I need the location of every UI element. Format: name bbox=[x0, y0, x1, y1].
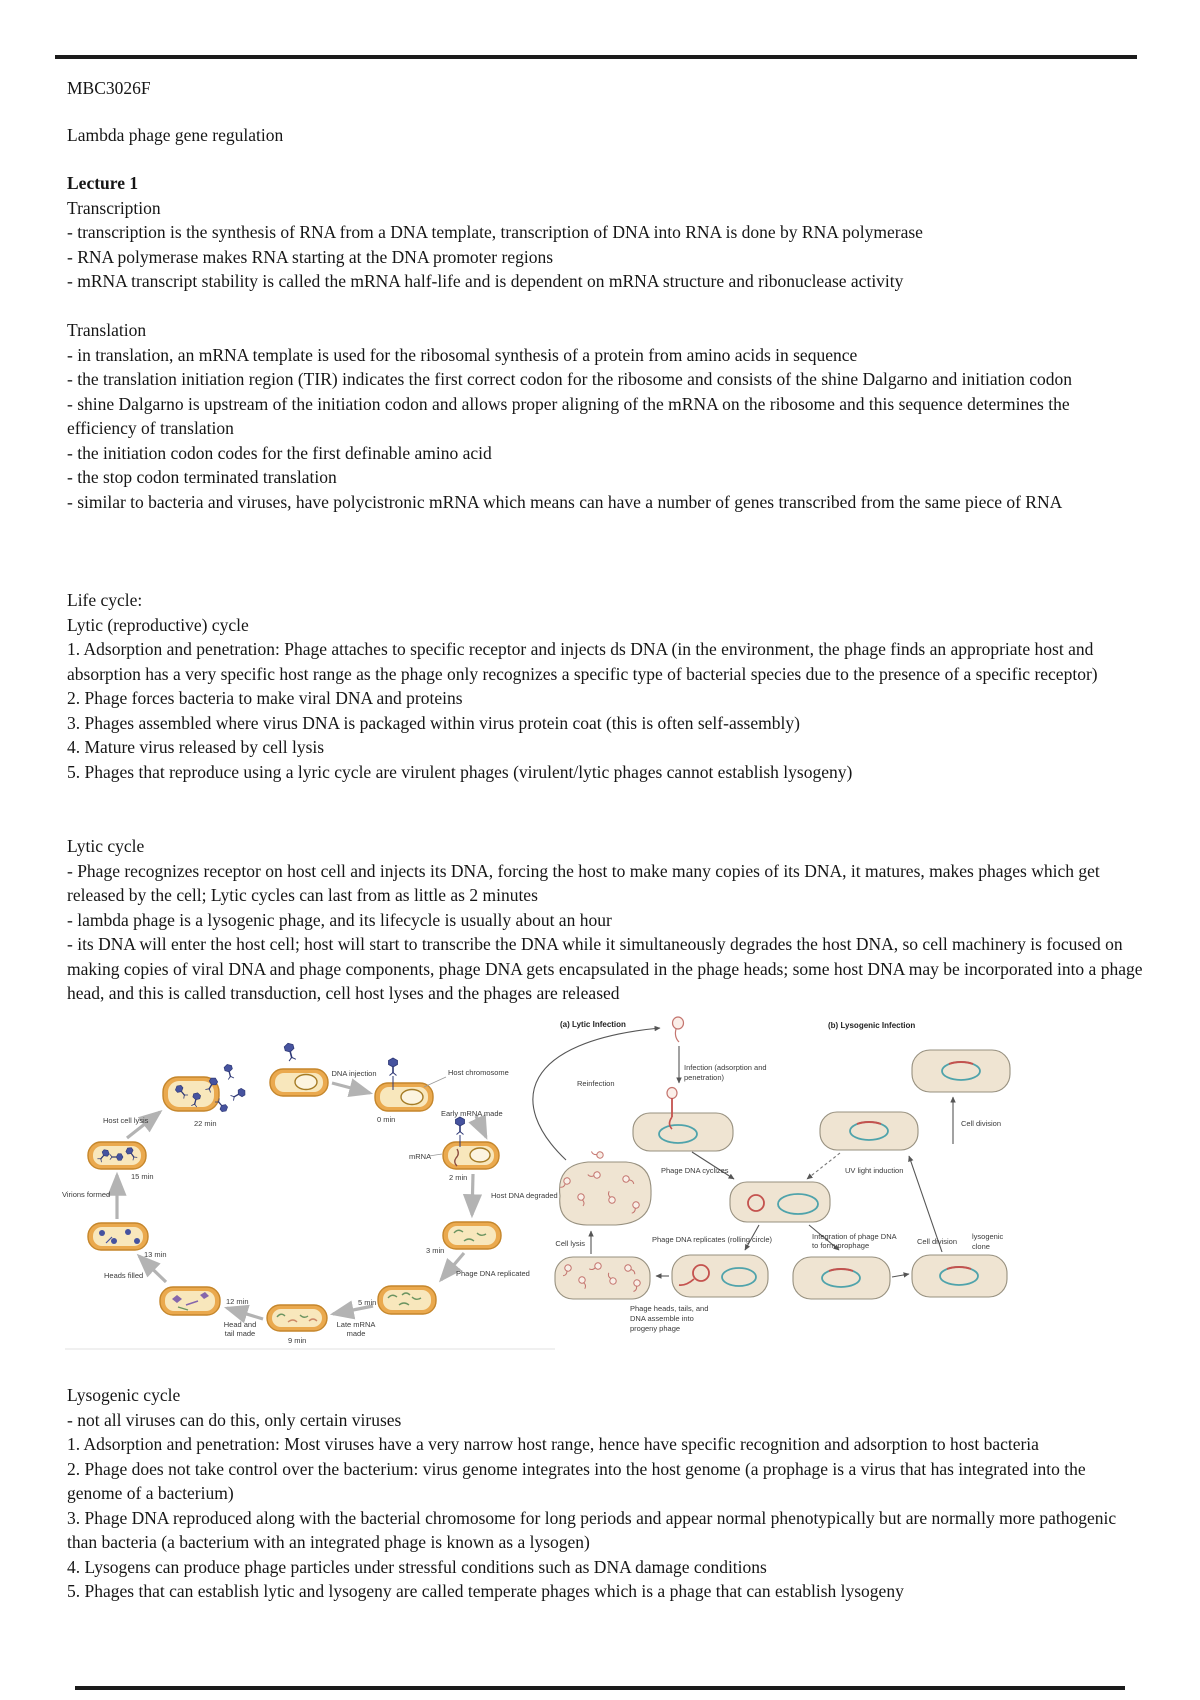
lysogenic-cycle-item: 1. Adsorption and penetration: Most viruses have a very narrow host range, hence have specific recognition and adsorption to host bacteria bbox=[67, 1434, 1039, 1454]
section-life-cycle bbox=[67, 588, 1143, 784]
label-heads-filled: Heads filled bbox=[104, 1271, 144, 1280]
lysogen-cell-top bbox=[912, 1050, 1010, 1092]
label-12min: 12 min bbox=[226, 1297, 249, 1306]
label-head-tail: tail made bbox=[224, 1329, 256, 1338]
arrow-to-lysogenic-clone bbox=[892, 1274, 909, 1277]
label-late-mrna: made bbox=[346, 1329, 366, 1338]
host-cell-rolling-circle bbox=[672, 1255, 768, 1297]
label-infection: penetration) bbox=[684, 1073, 725, 1082]
life-cycle-item: 3. Phages assembled where virus DNA is packaged within virus protein coat (this is often self-assembly) bbox=[67, 712, 800, 733]
phage-life-cycle-diagram bbox=[60, 953, 1045, 1353]
label-phage-dna-cyclizes: Phage DNA cyclizes bbox=[661, 1166, 729, 1175]
label-13min: 13 min bbox=[144, 1250, 167, 1259]
label-0min: 0 min bbox=[377, 1115, 396, 1124]
translation-bullet: - the initiation codon codes for the first definable amino acid bbox=[67, 442, 492, 463]
bacterial-cell-5min bbox=[378, 1286, 436, 1314]
section-transcription bbox=[67, 171, 1143, 294]
bacterial-cell-2min bbox=[443, 1117, 499, 1169]
label-infection: Infection (adsorption and bbox=[684, 1063, 767, 1072]
host-cell-infected bbox=[633, 1088, 733, 1152]
lysogenic-cycle-item: 2. Phage does not take control over the bacterium: virus genome integrates into the host genome (a prophage is a virus that has integrated into the genome of a bacterium) bbox=[67, 1458, 1086, 1503]
label-assembly: progeny phage bbox=[630, 1324, 681, 1333]
bacterial-cell-22min-lysis bbox=[163, 1063, 247, 1113]
label-5min: 5 min bbox=[358, 1298, 377, 1307]
life-cycle-item: 2. Phage forces bacteria to make viral DNA and proteins bbox=[67, 688, 463, 708]
translation-bullet: - in translation, an mRNA template is used for the ribosomal synthesis of a protein from amino acids in sequence bbox=[67, 344, 858, 365]
bacterial-cell-start bbox=[270, 1042, 328, 1096]
label-cell-division-bottom: Cell division bbox=[917, 1237, 958, 1246]
label-mrna: mRNA bbox=[409, 1152, 432, 1161]
label-reinfection: Reinfection bbox=[577, 1079, 615, 1088]
host-cell-prophage bbox=[793, 1257, 890, 1299]
translation-bullet: - similar to bacteria and viruses, have polycistronic mRNA which means can have a number of genes transcribed from the same piece of RNA bbox=[67, 491, 1063, 512]
section-lysogenic-cycle bbox=[67, 1383, 1143, 1604]
label-virions-formed: Virions formed bbox=[62, 1190, 111, 1199]
label-phage-dna-replicated: Phage DNA replicated bbox=[456, 1269, 530, 1278]
transcription-bullet: - transcription is the synthesis of RNA from a DNA template, transcription of DNA into RNA is done by RNA polymerase bbox=[67, 222, 923, 242]
label-integration: Integration of phage DNA bbox=[812, 1232, 897, 1241]
bacterial-cell-9min bbox=[267, 1305, 327, 1331]
bacterial-cell-15min bbox=[88, 1142, 146, 1169]
life-cycle-heading: Life cycle: bbox=[67, 590, 143, 610]
bacterial-cell-13min bbox=[88, 1223, 148, 1250]
section-translation bbox=[67, 318, 1143, 514]
label-rolling-circle: Phage DNA replicates (rolling circle) bbox=[652, 1235, 773, 1244]
transcription-bullet: - RNA polymerase makes RNA starting at the DNA promoter regions bbox=[67, 246, 554, 267]
label-host-dna-degraded: Host DNA degraded bbox=[491, 1191, 558, 1200]
attached-phage-icon bbox=[389, 1058, 398, 1076]
free-phage-icon bbox=[284, 1042, 297, 1061]
course-code-block bbox=[67, 76, 1143, 101]
translation-bullet: - the stop codon terminated translation bbox=[67, 467, 337, 487]
arrow-early-mrna bbox=[476, 1116, 486, 1137]
label-cell-lysis: Cell lysis bbox=[555, 1239, 585, 1248]
bacterial-cell-3min bbox=[443, 1222, 501, 1249]
lysogenic-cycle-heading: Lysogenic cycle bbox=[67, 1385, 181, 1405]
label-dna-injection: DNA injection bbox=[331, 1069, 377, 1078]
lysogenic-clone-cell bbox=[912, 1255, 1007, 1297]
title-block bbox=[67, 123, 1143, 148]
translation-bullet: - shine Dalgarno is upstream of the initiation codon and allows proper aligning of the mRNA on the ribosome and this sequence determines the efficiency of translation bbox=[67, 393, 1070, 438]
life-cycle-item: 4. Mature virus released by cell lysis bbox=[67, 737, 325, 757]
lysogenic-cycle-bullet: - not all viruses can do this, only certain viruses bbox=[67, 1409, 402, 1430]
label-host-cell-lysis: Host cell lysis bbox=[103, 1116, 149, 1125]
label-15min: 15 min bbox=[131, 1172, 154, 1181]
lecture-heading: Lecture 1 bbox=[67, 173, 139, 193]
label-22min: 22 min bbox=[194, 1119, 217, 1128]
attached-phage-icon bbox=[456, 1117, 465, 1135]
page-title: Lambda phage gene regulation bbox=[67, 125, 284, 145]
label-9min: 9 min bbox=[288, 1336, 307, 1345]
label-integration: to form prophage bbox=[812, 1241, 870, 1250]
translation-bullet: - the translation initiation region (TIR) indicates the first correct codon for the ribosome and consists of the shine Dalgarno and initiation codon bbox=[67, 369, 1073, 389]
arrow-to-9min bbox=[333, 1306, 373, 1314]
transcription-heading: Transcription bbox=[67, 197, 161, 218]
label-lysogenic-infection-title: (b) Lysogenic Infection bbox=[828, 1021, 916, 1030]
bacterial-cell-0min bbox=[375, 1058, 433, 1111]
top-rule bbox=[55, 55, 1137, 59]
arrow-dna-injection bbox=[332, 1083, 370, 1093]
host-cell-cyclized-dna bbox=[730, 1182, 830, 1222]
lytic-cycle-clock-diagram bbox=[62, 1042, 558, 1349]
life-cycle-subheading: Lytic (reproductive) cycle bbox=[67, 614, 249, 635]
label-2min: 2 min bbox=[449, 1173, 468, 1182]
lytic-cycle-bullet: - lambda phage is a lysogenic phage, and its lifecycle is usually about an hour bbox=[67, 909, 612, 930]
free-phage-icon bbox=[673, 1017, 684, 1042]
life-cycle-item: 1. Adsorption and penetration: Phage attaches to specific receptor and injects ds DNA (in the environment, the phage finds an appropriate host and absorption has a very specific host range as the phage only recognizes a specific type of bacterial species due to the presence of a specific receptor) bbox=[67, 639, 1098, 684]
label-assembly: DNA assemble into bbox=[630, 1314, 694, 1323]
lytic-cycle-bullet: - its DNA will enter the host cell; host will start to transcribe the DNA while it simultaneously degrades the host DNA, so cell machinery is focused on making copies of viral DNA and phage components, phage DNA gets encapsulated in the phage heads; some host DNA may be incorporated into a phage head, and this is called transduction, cell host lyses and the phages are released bbox=[67, 934, 1143, 1003]
arrow-uv-induction bbox=[807, 1153, 840, 1179]
lytic-cycle-heading: Lytic cycle bbox=[67, 836, 145, 856]
label-uv-induction: UV light induction bbox=[845, 1166, 904, 1175]
bacterial-cell-12min bbox=[160, 1287, 220, 1315]
label-assembly: Phage heads, tails, and bbox=[630, 1304, 709, 1313]
lysogenic-cycle-item: 3. Phage DNA reproduced along with the bacterial chromosome for long periods and appear normal phenotypically but are normally more pathogenic than bacteria (a bacterium with an integrated phage is known as a lysogen) bbox=[67, 1507, 1117, 1552]
label-late-mrna: Late mRNA bbox=[336, 1320, 376, 1329]
lytic-cycle-bullet: - Phage recognizes receptor on host cell and injects its DNA, forcing the host to make many copies of its DNA, it matures, makes phages which get released by the cell; Lytic cycles can last from as little as 2 minutes bbox=[67, 860, 1100, 905]
host-cell-progeny-assembly bbox=[555, 1257, 650, 1299]
label-lytic-infection-title: (a) Lytic Infection bbox=[560, 1020, 626, 1029]
host-cell-lysed bbox=[559, 1150, 651, 1225]
arrow-to-12min bbox=[227, 1308, 263, 1319]
lysogen-cell-mid bbox=[820, 1112, 918, 1150]
label-head-tail: Head and bbox=[223, 1320, 257, 1329]
transcription-bullet: - mRNA transcript stability is called the mRNA half-life and is dependent on mRNA structure and ribonuclease activity bbox=[67, 271, 904, 291]
translation-heading: Translation bbox=[67, 320, 147, 340]
bottom-rule bbox=[75, 1686, 1125, 1690]
lysogenic-cycle-item: 4. Lysogens can produce phage particles under stressful conditions such as DNA damage conditions bbox=[67, 1556, 767, 1577]
lytic-vs-lysogenic-diagram bbox=[533, 1017, 1010, 1333]
life-cycle-figure bbox=[60, 953, 1045, 1353]
lysogenic-cycle-item: 5. Phages that can establish lytic and lysogeny are called temperate phages which is a phage that can establish lysogeny bbox=[67, 1581, 904, 1601]
label-lysogenic-clone: clone bbox=[972, 1242, 990, 1251]
label-lysogenic-clone: lysogenic bbox=[972, 1232, 1004, 1241]
arrow-to-3min bbox=[472, 1174, 473, 1215]
label-host-chromosome: Host chromosome bbox=[448, 1068, 509, 1077]
label-early-mrna: Early mRNA made bbox=[441, 1109, 503, 1118]
course-code: MBC3026F bbox=[67, 78, 151, 98]
life-cycle-item: 5. Phages that reproduce using a lyric cycle are virulent phages (virulent/lytic phages cannot establish lysogeny) bbox=[67, 761, 853, 782]
label-cell-division-top: Cell division bbox=[961, 1119, 1002, 1128]
label-3min: 3 min bbox=[426, 1246, 445, 1255]
